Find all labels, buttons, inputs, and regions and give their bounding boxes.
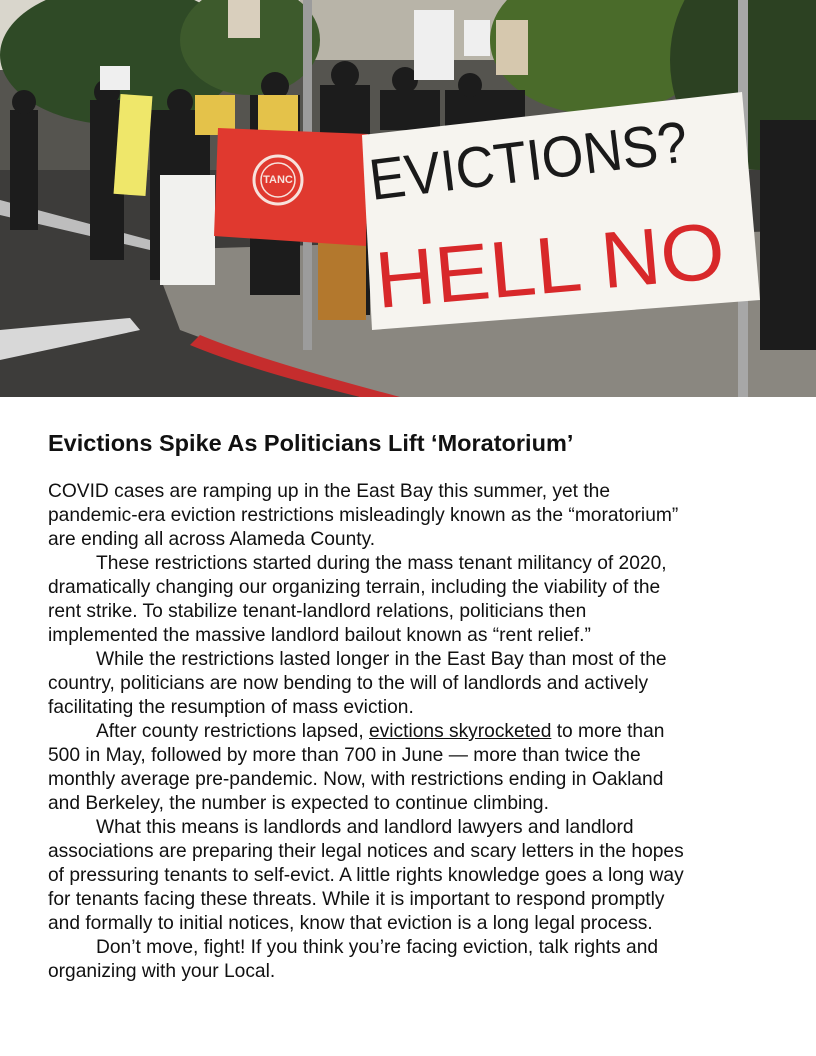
text-segment: to more than	[551, 721, 665, 742]
text-line: COVID cases are ramping up in the East Bay this summer, yet the	[48, 481, 611, 502]
banner-line1: EVICTIONS?	[365, 106, 716, 213]
banner-line2: HELL NO	[371, 206, 718, 325]
text-line: country, politicians are now bending to the will of landlords and actively	[48, 673, 649, 694]
paragraph-1	[48, 480, 768, 552]
text-line	[48, 720, 768, 744]
paragraph-5	[48, 816, 768, 936]
protest-photo	[0, 0, 816, 397]
text-line: for tenants facing these threats. While it is important to respond promptly	[48, 889, 665, 910]
text-line: and formally to initial notices, know that eviction is a long legal process.	[48, 913, 653, 934]
text-segment: After county restrictions lapsed,	[96, 721, 370, 742]
text-line: associations are preparing their legal notices and scary letters in the hopes	[48, 841, 684, 862]
text-line: and Berkeley, the number is expected to continue climbing.	[48, 793, 549, 814]
paragraph-2	[48, 552, 768, 648]
text-line: dramatically changing our organizing terrain, including the viability of the	[48, 577, 661, 598]
text-line: 500 in May, followed by more than 700 in June — more than twice the	[48, 745, 641, 766]
paragraph-4	[48, 720, 768, 816]
article-title: Evictions Spike As Politicians Lift ‘Moratorium’	[48, 430, 574, 456]
flag-emblem-text: TANC	[263, 174, 293, 186]
text-line: of pressuring tenants to self-evict. A little rights knowledge goes a long way	[48, 865, 684, 886]
text-line: These restrictions started during the mass tenant militancy of 2020,	[96, 553, 667, 574]
text-line: While the restrictions lasted longer in the East Bay than most of the	[96, 649, 667, 670]
text-line: pandemic-era eviction restrictions misleadingly known as the “moratorium”	[48, 505, 679, 526]
text-line: facilitating the resumption of mass eviction.	[48, 697, 414, 718]
protest-illustration	[0, 0, 816, 397]
text-line: Don’t move, fight! If you think you’re facing eviction, talk rights and	[96, 937, 659, 958]
text-line: monthly average pre-pandemic. Now, with restrictions ending in Oakland	[48, 769, 664, 790]
text-line: rent strike. To stabilize tenant-landlord relations, politicians then	[48, 601, 587, 622]
paragraph-6	[48, 936, 768, 984]
evictions-skyrocketed-link[interactable]: evictions skyrocketed	[369, 721, 552, 742]
text-line: organizing with your Local.	[48, 961, 276, 982]
text-line: are ending all across Alameda County.	[48, 529, 376, 550]
paragraph-3	[48, 648, 768, 720]
text-line: implemented the massive landlord bailout known as “rent relief.”	[48, 625, 591, 646]
article-body	[48, 480, 768, 984]
article	[48, 428, 768, 984]
text-line: What this means is landlords and landlord lawyers and landlord	[96, 817, 634, 838]
